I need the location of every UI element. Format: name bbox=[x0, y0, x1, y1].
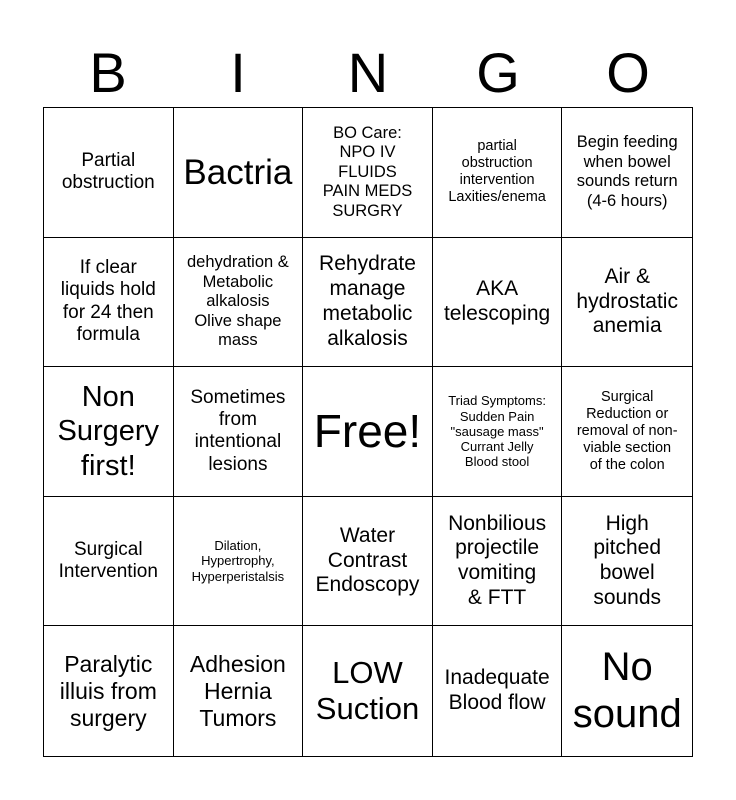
bingo-cell-r5-c5[interactable]: No sound bbox=[572, 645, 682, 737]
header-letter-b: B bbox=[89, 41, 127, 104]
bingo-cell-r2-c3[interactable]: Rehydrate manage metabolic alkalosis bbox=[303, 238, 433, 368]
bingo-cell-r2-c1[interactable]: If clear liquids hold for 24 then formula bbox=[44, 238, 174, 368]
bingo-cell-r1-c1[interactable]: Partial obstruction bbox=[44, 108, 174, 238]
bingo-cell-r1-c2[interactable]: Bactria bbox=[174, 108, 304, 238]
bingo-cell-r1-c3[interactable]: BO Care: NPO IV FLUIDS PAIN MEDS SURGRY bbox=[303, 108, 433, 238]
bingo-cell-r3-c1[interactable]: Non Surgery first! bbox=[44, 367, 174, 497]
bingo-cell-r1-c5[interactable]: Begin feeding when bowel sounds return (4-6 hours) bbox=[562, 108, 692, 238]
free-space-cell[interactable]: Free! bbox=[303, 367, 433, 497]
bingo-cell-r5-c3[interactable]: LOW Suction bbox=[303, 626, 433, 756]
bingo-cell-r2-c5[interactable]: Air & hydrostatic anemia bbox=[562, 238, 692, 368]
bingo-cell-r5-c4[interactable]: Inadequate Blood flow bbox=[433, 626, 563, 756]
bingo-cell-r4-c5[interactable]: High pitched bowel sounds bbox=[562, 497, 692, 627]
bingo-cell-r3-c5[interactable]: Surgical Reduction or removal of non- viable section of the colon bbox=[562, 367, 692, 497]
bingo-cell-r3-c4[interactable]: Triad Symptoms: Sudden Pain "sausage mass" Currant Jelly Blood stool bbox=[433, 367, 563, 497]
header-letter-o: O bbox=[606, 41, 650, 104]
bingo-board bbox=[43, 107, 693, 757]
bingo-cell-r4-c4[interactable]: Nonbilious projectile vomiting & FTT bbox=[433, 497, 563, 627]
bingo-cell-r4-c2[interactable]: Dilation, Hypertrophy, Hyperperistalsis bbox=[174, 497, 304, 627]
header-letter-g: G bbox=[476, 41, 520, 104]
bingo-cell-r2-c4[interactable]: AKA telescoping bbox=[433, 238, 563, 368]
bingo-cell-r2-c2[interactable]: dehydration & Metabolic alkalosis Olive shape mass bbox=[174, 238, 304, 368]
header-letter-n: N bbox=[347, 41, 389, 104]
bingo-cell-r1-c4[interactable]: partial obstruction intervention Laxities/enema bbox=[433, 108, 563, 238]
bingo-cell-r3-c2[interactable]: Sometimes from intentional lesions bbox=[174, 367, 304, 497]
header-letter-i: I bbox=[230, 41, 246, 104]
bingo-cell-r4-c3[interactable]: Water Contrast Endoscopy bbox=[303, 497, 433, 627]
bingo-cell-r5-c2[interactable]: Adhesion Hernia Tumors bbox=[174, 626, 304, 756]
bingo-cell-r5-c1[interactable]: Paralytic illuis from surgery bbox=[44, 626, 174, 756]
bingo-cell-r4-c1[interactable]: Surgical Intervention bbox=[44, 497, 174, 627]
bingo-header bbox=[43, 38, 693, 108]
